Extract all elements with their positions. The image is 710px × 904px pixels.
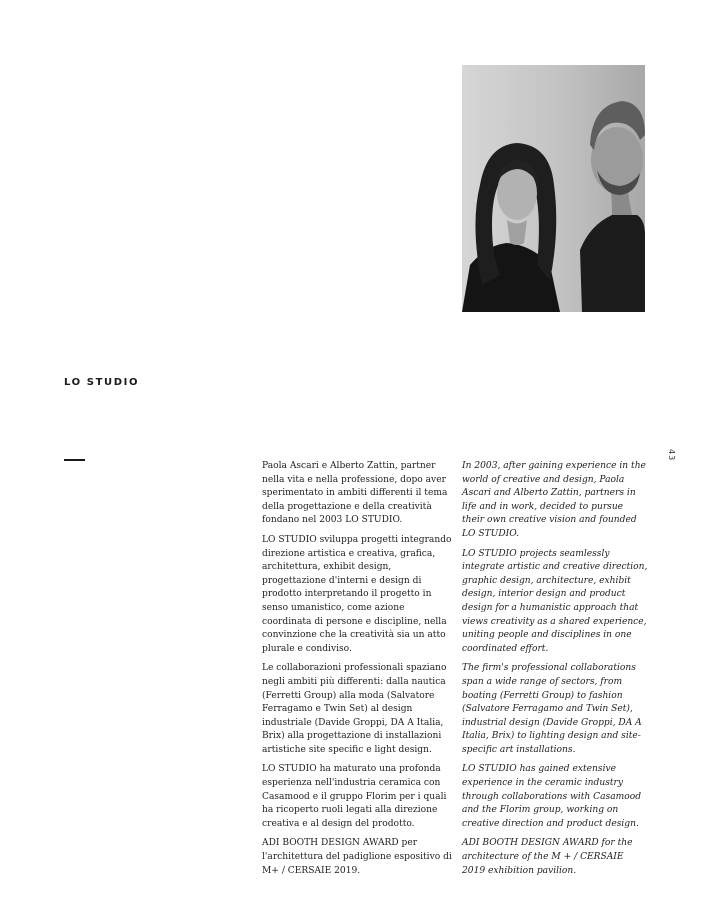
english-paragraph: ADI BOOTH DESIGN AWARD for the architecture of the M + / CERSAIE 2019 exhibition pavilion. [462, 838, 633, 876]
italian-paragraph: Le collaborazioni professionali spaziano negli ambiti più differenti: dalla nautica (Ferretti Group) alla moda (Salvatore Ferragamo e Twin Set) al design industriale (Davide Groppi, DA A Italia, Brix) alla progettazione di installazioni artistiche site specific e light design. [262, 663, 447, 755]
page-number: 43 [667, 449, 676, 462]
english-paragraph: The firm's professional collaborations span a wide range of sectors, from boating (Ferretti Group) to fashion (Salvatore Ferragamo and Twin Set), industrial design (Davide Groppi, DA A Italia, Brix) to lighting design and site-specific art installations. [462, 663, 642, 755]
italian-paragraph: Paola Ascari e Alberto Zattin, partner nella vita e nella professione, dopo aver sperimentato in ambiti differenti il tema della progettazione e della creatività fondano nel 2003 LO STUDIO. [262, 461, 448, 526]
italian-paragraph: LO STUDIO ha maturato una profonda esperienza nell'industria ceramica con Casamood e il gruppo Florim per i quali ha ricoperto ruoli legati alla direzione creativa e al design del prodotto. [262, 764, 447, 829]
portrait-photo [462, 65, 645, 312]
italian-paragraph: LO STUDIO sviluppa progetti integrando direzione artistica e creativa, grafica, architettura, exhibit design, progettazione d'interni e design di prodotto interpretando il progetto in senso umanistico, come azione coordinata di persone e discipline, nella convinzione che la creatività sia un atto plurale e condiviso. [262, 534, 452, 654]
english-paragraph: In 2003, after gaining experience in the world of creative and design, Paola Ascari and Alberto Zattin, partners in life and in work, decided to pursue their own creative vision and founded LO STUDIO. [462, 461, 646, 539]
italian-column [262, 460, 452, 884]
divider [64, 459, 85, 461]
english-paragraph: LO STUDIO projects seamlessly integrate artistic and creative direction, graphic design, architecture, exhibit design, interior design and product design for a humanistic approach that views creativity as a shared experience, uniting people and disciplines in one coordinated effort. [462, 548, 648, 654]
english-paragraph: LO STUDIO has gained extensive experience in the ceramic industry through collaborations with Casamood and the Florim group, working on creative direction and product design. [462, 764, 642, 829]
portrait-illustration [462, 65, 645, 312]
section-heading: LO STUDIO [64, 377, 140, 388]
italian-paragraph: ADI BOOTH DESIGN AWARD per l'architettura del padiglione espositivo di M+ / CERSAIE 2019. [262, 838, 452, 876]
english-column [462, 460, 648, 884]
